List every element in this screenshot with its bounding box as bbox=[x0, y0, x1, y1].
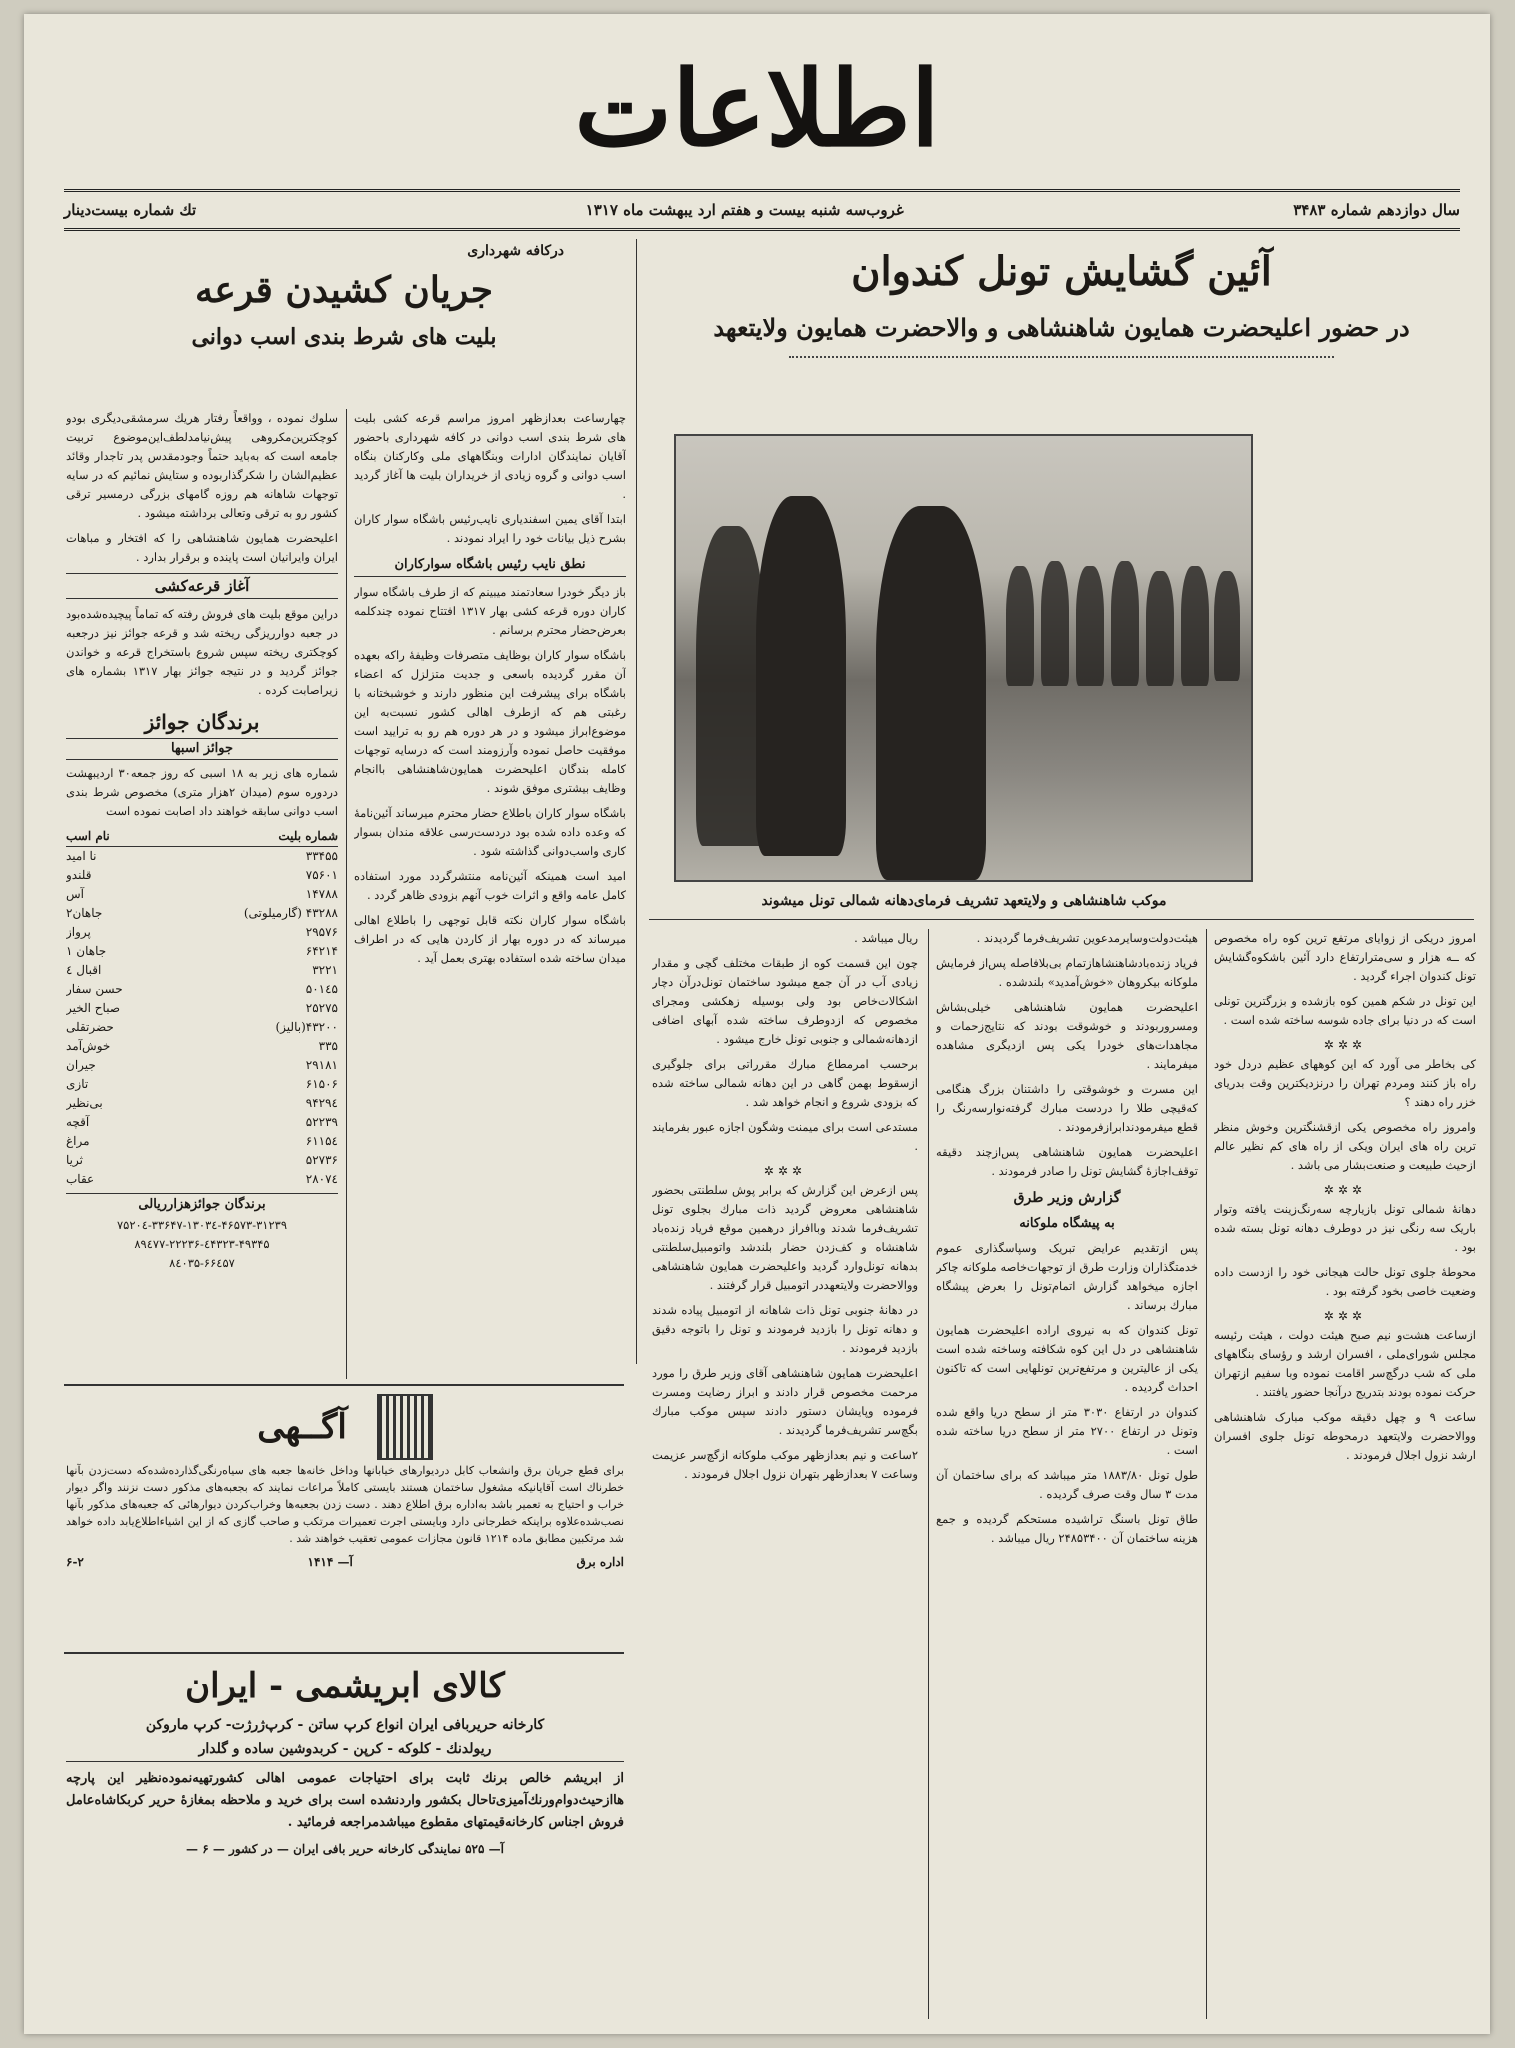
main-story-column-3 bbox=[652, 929, 918, 2019]
drawing-title: آغاز قرعه‌کشی bbox=[66, 573, 338, 599]
paragraph: ازساعت هشت‌و نیم صبح هیئت دولت ، هیئت رئیسه مجلس شورای‌ملی ، افسران ارشد و رؤسای بنگاههای ملی که شب درگچ‌سر اقامت نموده وبا سفیم ازتهران حرکت نموده بودند بتدریج درآنجا حضور یافتند . bbox=[1214, 1328, 1476, 1399]
winners-table-row bbox=[66, 1132, 338, 1151]
winners-table-row bbox=[66, 1075, 338, 1094]
lottery-column-b bbox=[66, 409, 338, 1379]
paragraph: دراین موقع بلیت های فروش رفته که تماماً پیچیده‌شده‌بود در جعبه دوارریزگی ریخته شد و قرعه جوائز نیز درجعبه کوچکتری ریخته سپس شروع باستخراج قرعه و خواندن جوائز گردید و در نتیجه جوائز بهار ۱۳۱۷ بشماره های زیراصابت کرده . bbox=[66, 607, 338, 697]
ticket-number: ۲۹۱۸۱ bbox=[305, 1058, 338, 1072]
silk-ad-line-1: کارخانه حریربافی ایران انواع کرپ ساتن - کرپ‌ژرژت- کرپ ماروکن bbox=[145, 1717, 545, 1733]
paragraph: محوطهٔ جلوی تونل حالت هیجانی خود را ازدست داده وضعیت خاصی بخود گرفته بود . bbox=[1214, 1265, 1476, 1298]
ticket-number: ۲۹۵۷۶ bbox=[305, 925, 338, 939]
electricity-notice bbox=[66, 1392, 624, 1647]
paragraph: باشگاه سوار کاران باطلاع حضار محترم میرساند آئین‌نامهٔ که وعده داده شده بود درد‌ست‌رسی علاقه مندان بسوار کاری واسب‌دوانی گذاشته شود . bbox=[354, 806, 626, 858]
issue-date: غروب‌سه شنبه بیست و هفتم ارد یبهشت ماه ۱۳۱۷ bbox=[585, 201, 904, 219]
horse-name: عقاب bbox=[66, 1172, 95, 1186]
silk-advertisement bbox=[66, 1659, 624, 2009]
winners-table-row bbox=[66, 1094, 338, 1113]
paragraph: کی بخاطر می آورد که این کوههای عظیم دردل خود راه باز کنند ومردم تهران را درنزدیکترین وقت بدریای خزر راه دهند ؟ bbox=[1214, 1057, 1476, 1109]
paragraph: امروز دریکی از زوایای مرتفع ترین کوه راه مخصوص که ــه هزار و سی‌مترارتفاع دارد آئین باشکوه‌گشایش تونل کندوان اجراء گردید . bbox=[1214, 931, 1476, 983]
lottery-kicker: درکافه شهرداری bbox=[467, 243, 564, 259]
horse-name: صباح الخیر bbox=[66, 1001, 121, 1015]
horse-name: قلندو bbox=[66, 868, 92, 882]
ticket-number: ۶۱۱۵٤ bbox=[305, 1134, 338, 1148]
photo-caption-box bbox=[664, 889, 1264, 915]
horse-name: خوش‌آمد bbox=[66, 1039, 111, 1053]
winners-table-row bbox=[66, 923, 338, 942]
cash-winners-line: ۸٤۰۳۵-۶۶٤۵۷ bbox=[169, 1256, 235, 1270]
dotted-divider bbox=[789, 356, 1334, 358]
main-subheadline: در حضور اعلیحضرت همایون شاهنشاهی و والاحضرت همایون ولایتعهد bbox=[713, 313, 1410, 342]
paragraph: اعلیحضرت همایون شاهنشاهی پس‌ازچند دقیقه توقف‌اجازهٔ گشایش تونل را صادر فرمودند . bbox=[936, 1145, 1198, 1178]
paragraph: چون این قسمت کوه از طبقات مختلف گچی و مقدار زیادی آب در آن جمع میشود ساختمان تونل‌درآن دچار اشکالات‌خاص بود ولی بوسیله زهکشی ومجرای مخصوص که ازدوطرف ساخته شده آبهای اضافی ازدهانه‌شمالی و جنوبی تونل خارج میشود . bbox=[652, 956, 918, 1046]
paragraph: باشگاه سوار کاران نکته قابل توجهی را باطلاع اهالی میرساند که در دوره بهار از کاردن هایی که در اطراف میدان ساخته شده استفاده بهتری بعمل آید . bbox=[354, 913, 626, 965]
speech-title: نطق نایب رئیس باشگاه سوارکاران bbox=[354, 554, 626, 577]
paragraph: باز دیگر خودرا سعادتمند میبینم که از طرف باشگاه سوار کاران دوره قرعه کشی بهار ۱۳۱۷ افتتاح نموده چندکلمه بعرض‌حضار محترم برسانم . bbox=[354, 585, 626, 637]
ticket-number: ۲۵۲۷۵ bbox=[305, 1001, 338, 1015]
winners-table-row bbox=[66, 1170, 338, 1189]
winners-title: برندگان جوائز bbox=[144, 710, 260, 734]
star-divider: ✲✲✲ bbox=[1323, 1183, 1367, 1197]
paragraph: دهانهٔ شمالی تونل بازیارچه سه‌رنگ‌زینت یافته وتوار باریک سه رنگی نیز در دوطرف دهانه تونل بسته شده بود . bbox=[1214, 1202, 1476, 1254]
cash-winners-list bbox=[66, 1216, 338, 1273]
paragraph: اعلیحضرت همایون شاهنشاهی را که افتخار و مباهات ایران وایرانیان است پاینده و برقرار بدارد . bbox=[66, 531, 338, 564]
ticket-column-header: شماره بلیت bbox=[278, 829, 338, 843]
winners-table-row bbox=[66, 980, 338, 999]
horse-name: جیران bbox=[66, 1058, 96, 1072]
star-divider: ✲✲✲ bbox=[763, 1164, 807, 1178]
horse-name: پرواز bbox=[66, 925, 91, 939]
ticket-number: ۶۴۲۱۴ bbox=[305, 944, 338, 958]
winners-table-row bbox=[66, 904, 338, 923]
ticket-number: ۵۲۷۳۶ bbox=[305, 1153, 338, 1167]
paragraph: اعلیحضرت همایون شاهنشاهی آقای وزیر طرق را مورد مرحمت مخصوص قرار دادند و ابراز رضایت ومسرت فرموده وپایشان دستور دادند سپس موکب مبارك بگچ‌سر تشریف‌فرما گردیدند . bbox=[652, 1366, 918, 1437]
horse-name: جاهان ۱ bbox=[66, 944, 107, 958]
paragraph: این تونل در شکم همین کوه بازشده و بزرگترین تونلی است که در دنیا برای جاده شوسه ساخته شده است . bbox=[1214, 994, 1476, 1027]
star-divider: ✲✲✲ bbox=[1323, 1309, 1367, 1323]
ticket-number: ۱۴۷۸۸ bbox=[305, 887, 338, 901]
horse-name: جاهان۲ bbox=[66, 906, 103, 920]
lottery-headline: جریان کشیدن قرعه bbox=[195, 269, 493, 311]
dateline bbox=[64, 189, 1460, 231]
lottery-header bbox=[64, 242, 624, 412]
cash-winners-line: ۷۵۲۰٤-۳۳۶۴۷-۱۳۰۳٤-۴۶۵۷۳-۳۱۲۳۹ bbox=[116, 1218, 287, 1232]
paragraph: هیئت‌دولت‌وسایرمدعوین تشریف‌فرما گردیدند . bbox=[976, 931, 1198, 945]
horse-name: تازی bbox=[66, 1077, 89, 1091]
winners-table-row bbox=[66, 1056, 338, 1075]
horse-name: نا امید bbox=[66, 849, 97, 863]
column-divider bbox=[636, 239, 637, 1364]
paragraph: طاق تونل باسنگ تراشیده مستحکم گردیده و جمع هزینه ساختمان آن ۲۴۸۵۳۴۰۰ ریال میباشد . bbox=[936, 1512, 1198, 1545]
main-story-header bbox=[649, 242, 1474, 427]
main-headline: آئین گشایش تونل کندوان bbox=[851, 248, 1272, 295]
paragraph: شماره های زیر به ۱۸ اسبی که روز جمعه۳۰ اردیبهشت دردوره سوم (میدان ۲هزار متری) مخصوص شرط بندی اسب دوانی سابقه خواهند داد اصابت نموده است bbox=[66, 766, 338, 818]
horse-column-header: نام اسب bbox=[66, 829, 110, 843]
ad-top-rule bbox=[64, 1652, 624, 1654]
lottery-subheadline: بلیت های شرط بندی اسب دوانی bbox=[191, 324, 497, 350]
horse-name: مراغ bbox=[66, 1134, 90, 1148]
winners-table-row bbox=[66, 847, 338, 866]
silk-ad-body: از ابریشم خالص برنك ثابت برای احتیاجات عمومی اهالی کشور‌تهیه‌نموده‌نظیر این پارچه هاازحیث‌دوام‌ورنك‌آمیزی‌تاحال بکشور واردنشده است برای خرید و ملاحظه بمغازهٔ حریر کربکا‌شاه‌عامل فروش اجناس کارخانه‌قیمتهای مقطوع میباشد‌مراجعه فرمائید . bbox=[66, 1771, 624, 1830]
winners-table-row bbox=[66, 999, 338, 1018]
paragraph: چهارساعت بعدازظهر امروز مراسم قرعه کشی بلیت های شرط بندی اسب دوانی در کافه شهرداری باحضور آقایان نمایندگان ادارات وبنگاههای ملی وکارکنان بنگاه اسب دوانی و گروه زیادی از خریداران بلیت ها آغاز گردید . bbox=[354, 411, 626, 501]
ticket-number: ۷۵۶۰۱ bbox=[305, 868, 338, 882]
silk-ad-line-2: ریولدنك - کلوکه - کرپن - کربدوشین ساده و گلدار bbox=[66, 1737, 624, 1762]
ticket-number: ۵۲۲۳۹ bbox=[305, 1115, 338, 1129]
winners-table-row bbox=[66, 1113, 338, 1132]
paragraph: ۲ساعت و نیم بعدازظهر موکب ملوکانه ازگچ‌سر عزیمت وساعت ۷ بعدازظهر بتهران نزول اجلال فرمودند . bbox=[652, 1448, 918, 1481]
paragraph: باشگاه سوار کاران بوظایف متصرفات وظیفهٔ راکه بعهده آن مقرر گردیده باسعی و جدیت متزلزل که اعضاء باشگاه برای پیشرفت این منظور دارند و خوشبختانه با رغبتی هم که ازطرف اهالی کشور نسبت‌به این موضوع‌ابراز میشود و در هر دوره هم رو به ترایید است موفقیت حاصل نموده وآرزومند است که درسایه توجهات کامله بندگان اعلیحضرت همایون‌شاهنشاهی باانجام وظایف بیشتری موفق شوند . bbox=[354, 648, 626, 795]
newspaper-name: اطلاعات bbox=[574, 47, 940, 170]
horse-name: ثریا bbox=[66, 1153, 83, 1167]
ticket-number: ۵۰۱٤۵ bbox=[305, 982, 338, 996]
notice-top-rule bbox=[64, 1384, 624, 1386]
horse-name: حسن سفار bbox=[66, 982, 123, 996]
paragraph: برحسب امرمطاع مبارك مقرراتی برای جلوگیری ازسقوط بهمن گاهی در این دهانه شمالی ساخته شده که بزودی شروع و انجام خواهد شد . bbox=[652, 1057, 918, 1109]
issue-price: تك شماره بیست‌دینار bbox=[64, 201, 197, 219]
silk-ad-title: کالای ابریشمی - ایران bbox=[185, 1666, 505, 1706]
main-story-column-2 bbox=[936, 929, 1198, 2019]
winners-table-header bbox=[66, 827, 338, 847]
report-title: گزارش وزیر طرق bbox=[1013, 1190, 1121, 1206]
tower-emblem-icon bbox=[377, 1394, 433, 1460]
ticket-number: ۲۸۰۷٤ bbox=[305, 1172, 338, 1186]
notice-signature: اداره برق bbox=[576, 1555, 624, 1569]
report-subtitle: به پیشگاه ملوکانه bbox=[1019, 1216, 1115, 1231]
paragraph: در دهانهٔ جنوبی تونل ذات شاهانه از اتومبیل پیاده شدند و دهانه تونل را بازدید فرمودند و تونل را باتوجه دقیق بازدید فرمودند . bbox=[652, 1303, 918, 1355]
cash-winners-line: ۸۹٤۷۷-۲۲۲۳۶-٤۴۳۲۳-۴۹۳۴۵ bbox=[134, 1237, 270, 1251]
star-divider: ✲✲✲ bbox=[1323, 1038, 1367, 1052]
newspaper-page bbox=[24, 14, 1490, 2034]
paragraph: کندوان در ارتفاع ۳۰۳۰ متر از سطح دریا واقع شده وتونل در ارتفاع ۲۷۰۰ متر از سطح دریا ساخته شده است . bbox=[936, 1405, 1198, 1457]
winners-table-row bbox=[66, 942, 338, 961]
winners-table bbox=[66, 847, 338, 1189]
paragraph: تونل کندوان که به نیروی اراده اعلیحضرت همایون شاهنشاهی در دل این کوه شکافته وساخته شده است یکی از عالیترین و مرتفع‌ترین تونلهایی است که تاکنون احداث گردیده . bbox=[936, 1323, 1198, 1394]
paragraph: پس ازعرض این گزارش که برابر پوش سلطنتی بحضور شاهنشاهی معروض گردید ذات مبارك بجلوی تونل تشریف‌فرما شدند وباافراز درهمین موقع فریاد زنده‌باد شاهنشاه و کف‌زدن حضار بلندشد واتومبیل‌سلطنتی بدهانه تونل‌وارد گردید واعلیحضرت همایون شاهنشاهی ووالاحضرت ولایتعهد‌در اتومبیل قرار گرفتند . bbox=[652, 1183, 918, 1292]
paragraph: سلوك نموده ، وواقعاً رفتار هریك سرمشقی‌دیگری بودو کوچکترین‌مکروهی پیش‌نیامد‌لطف‌این‌موضوع تربیت جامعه است که به‌باید حتماً وجود‌مقدس پدر تاجدار وقائد عظیم‌الشان را شکرگذاربوده و ستایش نمائیم که در سایه توجهات شاهانه هم روزه گامهای بزرگی درمسیر ترقی کشور رو به ترقی وتعالی برداشته میشود . bbox=[66, 411, 338, 520]
paragraph: طول تونل ۱۸۸۳/۸۰ متر میباشد که برای ساختمان آن مدت ۳ سال وقت صرف گردیده . bbox=[936, 1468, 1198, 1501]
notice-ref: آ— ۱۴۱۴ bbox=[307, 1555, 353, 1569]
ticket-number: ۳۳۵ bbox=[318, 1039, 338, 1053]
masthead bbox=[24, 34, 1490, 184]
winners-table-row bbox=[66, 866, 338, 885]
ticket-number: ۴۳۲۸۸ (گارمیلوتی) bbox=[243, 906, 338, 920]
lottery-column-a bbox=[354, 409, 626, 1379]
paragraph: فریاد زنده‌بادشاهنشاهازتمام‌ بی‌بلافاصله پس‌از فرمایش ملوکانه بیکرو‌هان «خوش‌آمدید» بلندشده . bbox=[936, 956, 1198, 989]
horses-title: جوائز اسبها bbox=[66, 738, 338, 760]
horse-name: حضرتقلی bbox=[66, 1020, 114, 1034]
paragraph: این مسرت و خوشوقتی را داشتنان بزرگ هنگامی که‌قیچی طلا را دردست مبارك گرفته‌نوار‌سه‌رنگ را قطع میفرمودند‌ابرازفرمودند . bbox=[936, 1082, 1198, 1134]
notice-body: برای قطع جریان برق وانشعاب کابل دردیوارهای خیابانها وداخل خانه‌ها جعبه های سیاه‌رنگی‌گذارده‌شده‌که دست‌زدن بآنها خطرناك است آقایانیکه مشغول ساختمان هستند بایستی کاملاً مراعات نمایند که بجعبه‌های مذکور دست نزنند واگر دیوار خراب و احتیاج به تعمیر باشد به‌اداره برق اطلاع دهند . دست زدن بجعبه‌ها وخراب‌کردن دیوارهائی‌ که‌ جعبه‌های مذکور بآنها نصب‌شده‌علاوه براینکه خطرجانی دارد وبایستی اجرت تعمیرات مرتکب و صاحب گازی که از این اشیاء‌اطلاع‌یابد داده خواهد شد مرتکبین مطابق ماده ۱۲۱۴ قانون مجازات عمومی تعقیب خواهند شد . bbox=[66, 1464, 624, 1545]
issue-number: سال دوازدهم شماره ۳۴۸۳ bbox=[1293, 201, 1460, 219]
horse-name: آس bbox=[66, 887, 84, 901]
silk-ad-footer: آ— ۵۲۵ نمایندگی کارخانه حریر بافی ایران — در کشور — ۶ — bbox=[186, 1842, 504, 1856]
paragraph: امید است همینکه آئین‌نامه منتشرگردد مورد استفاده کامل عامه واقع و اثرات خوب آنهم بزودی ظاهر گردد . bbox=[354, 869, 626, 902]
winners-table-row bbox=[66, 1037, 338, 1056]
horse-name: اقبال ٤ bbox=[66, 963, 102, 977]
paragraph: اعلیحضرت همایون شاهنشاهی خیلی‌بشاش ومسرور‌بودند و خوشوقت بودند که نتایج‌زحمات و مجاهدات‌های خودرا یکی پس ازدیگری مشاهده میفرمایند . bbox=[936, 1000, 1198, 1071]
winners-table-row bbox=[66, 1151, 338, 1170]
cash-winners-title: برندگان جوائزهزارریالی bbox=[66, 1193, 338, 1216]
caption-rule bbox=[649, 919, 1474, 920]
horse-name: آقچه bbox=[66, 1115, 90, 1129]
winners-table-row bbox=[66, 1018, 338, 1037]
paragraph: مستدعی است برای میمنت وشگون اجازه عبور بفرمایند . bbox=[652, 1120, 918, 1153]
paragraph: ساعت ۹ و چهل دقیقه موکب مبارک شاهنشاهی ووالاحضرت ولایتعهد درمحوطه تونل جلوی افسران ارشد نزول اجلال فرمودند . bbox=[1214, 1410, 1476, 1462]
main-story-column-1 bbox=[1214, 929, 1476, 2019]
winners-table-row bbox=[66, 961, 338, 980]
photo-caption: موکب شاهنشاهی و ولایتعهد تشریف فرمای‌دهانه شمالی تونل میشوند bbox=[761, 893, 1167, 909]
paragraph: ریال میباشد . bbox=[854, 931, 918, 945]
ticket-number: ۳۲۲۱ bbox=[312, 963, 338, 977]
ticket-number: ۳۳۴۵۵ bbox=[305, 849, 338, 863]
notice-ref-code: ۶-۲ bbox=[66, 1555, 84, 1569]
ticket-number: ۹۴۲۹٤ bbox=[305, 1096, 338, 1110]
ticket-number: ۶۱۵۰۶ bbox=[305, 1077, 338, 1091]
ticket-number: ۴۳۲۰۰(بالیز) bbox=[275, 1020, 338, 1034]
paragraph: پس ازتقدیم عرایض تبریک وسپاسگذاری عموم خدمتگذاران وزارت طرق از توجهات‌خاصه ملوکانه چاکر اجازه میخواهد گزارش اتمام‌تونل را بعرض پیشگاه مبارك برساند . bbox=[936, 1241, 1198, 1312]
horse-name: بی‌نظیر bbox=[66, 1096, 103, 1110]
tunnel-ceremony-photo bbox=[674, 434, 1253, 882]
winners-table-row bbox=[66, 885, 338, 904]
paragraph: وامروز راه مخصوص یکی ازقشنگترین وخوش منظر ترین راه های ایران ویکی از راه های کم نظیر عالم ازحیث طبیعت و صنعت‌بشار می باشد . bbox=[1214, 1120, 1476, 1172]
notice-title: آگــهی bbox=[257, 1407, 347, 1447]
paragraph: ابتدا آقای یمین اسفندیاری نایب‌رئیس باشگاه سوار کاران بشرح ذیل بیانات خود را ایراد نمودند . bbox=[354, 512, 626, 545]
